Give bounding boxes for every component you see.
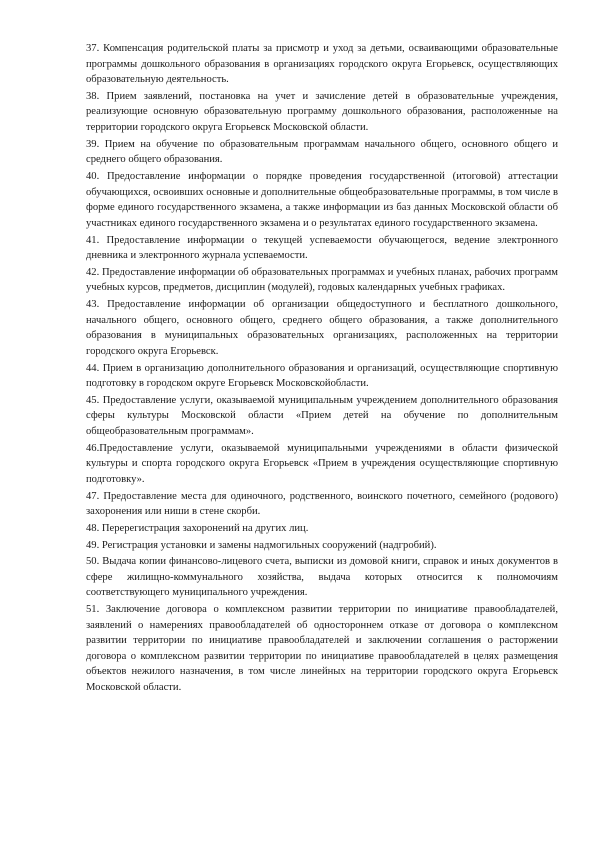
- list-item-40: 40. Предоставление информации о порядке проведения государственной (итоговой) аттестации обучающихся, освоивших основные и дополнительные общеобразовательные программы, в том числе в форме единого государственного экзамена, а также информации из баз данных Московской области об участниках единого государственного экзамена и о результатах единого государственного экзамена.: [86, 171, 558, 229]
- list-item-50: 50. Выдача копии финансово-лицевого счета, выписки из домовой книги, справок и иных документов в сфере жилищно-коммунального хозяйства, выдача которых относится к полномочиям соответствующего муниципального учреждения.: [86, 556, 558, 599]
- list-item-38: 38. Прием заявлений, постановка на учет и зачисление детей в образовательные учреждения, реализующие основную образовательную программу дошкольного образования, расположенные на территории городского округа Егорьевск Московской области.: [86, 90, 558, 134]
- list-item-45: 45. Предоставление услуги, оказываемой муниципальным учреждением дополнительного образования сферы культуры Московской области «Прием детей на обучение по дополнительным общеобразовательным программам».: [86, 394, 558, 437]
- list-item-39: 39. Прием на обучение по образовательным программам начального общего, основного общего и среднего общего образования.: [86, 138, 558, 166]
- list-item-43: 43. Предоставление информации об организации общедоступного и бесплатного дошкольного, начального общего, основного общего, среднего общего образования, а также дополнительного образования в муниципальных образовательных организациях, расположенных на территории городского округа Егорьевск.: [86, 299, 558, 357]
- list-item-46: 46.Предоставление услуги, оказываемой муниципальными учреждениями в области физической культуры и спорта городского округа Егорьевск «Прием в учреждения осуществляющие спортивную подготовку».: [86, 442, 558, 485]
- list-item-37: 37. Компенсация родительской платы за присмотр и уход за детьми, осваивающими образовательные программы дошкольного образования в организациях городского округа Егорьевск, осуществляющих образовательную деятельность.: [86, 43, 558, 86]
- list-item-47: 47. Предоставление места для одиночного, родственного, воинского почетного, семейного (родового) захоронения или ниши в стене скорби.: [86, 490, 558, 518]
- list-item-42: 42. Предоставление информации об образовательных программах и учебных планах, рабочих программ учебных курсов, предметов, дисциплин (модулей), годовых календарных учебных графиках.: [86, 266, 558, 294]
- list-item-48: 48. Перерегистрация захоронений на других лиц.: [86, 522, 309, 534]
- list-item-49: 49. Регистрация установки и замены надмогильных сооружений (надгробий).: [86, 539, 437, 551]
- list-item-41: 41. Предоставление информации о текущей успеваемости обучающегося, ведение электронного дневника и электронного журнала успеваемости.: [86, 234, 558, 262]
- list-item-44: 44. Прием в организацию дополнительного образования и организаций, осуществляющие спортивную подготовку в городском округе Егорьевск Московскойобласти.: [86, 362, 558, 390]
- document-page: [86, 41, 558, 697]
- list-item-51: 51. Заключение договора о комплексном развитии территории по инициативе правообладателей, заявлений о намерениях правообладателей об одностороннем отказе от договора о комплексном развитии территории по инициативе правообладателей и заключении соглашения о расторжении договора о комплексном развитии территории по инициативе правообладателей в целях размещения объектов нежилого назначения, в том числе линейных на территории городского округа Егорьевск Московской области.: [86, 604, 558, 694]
